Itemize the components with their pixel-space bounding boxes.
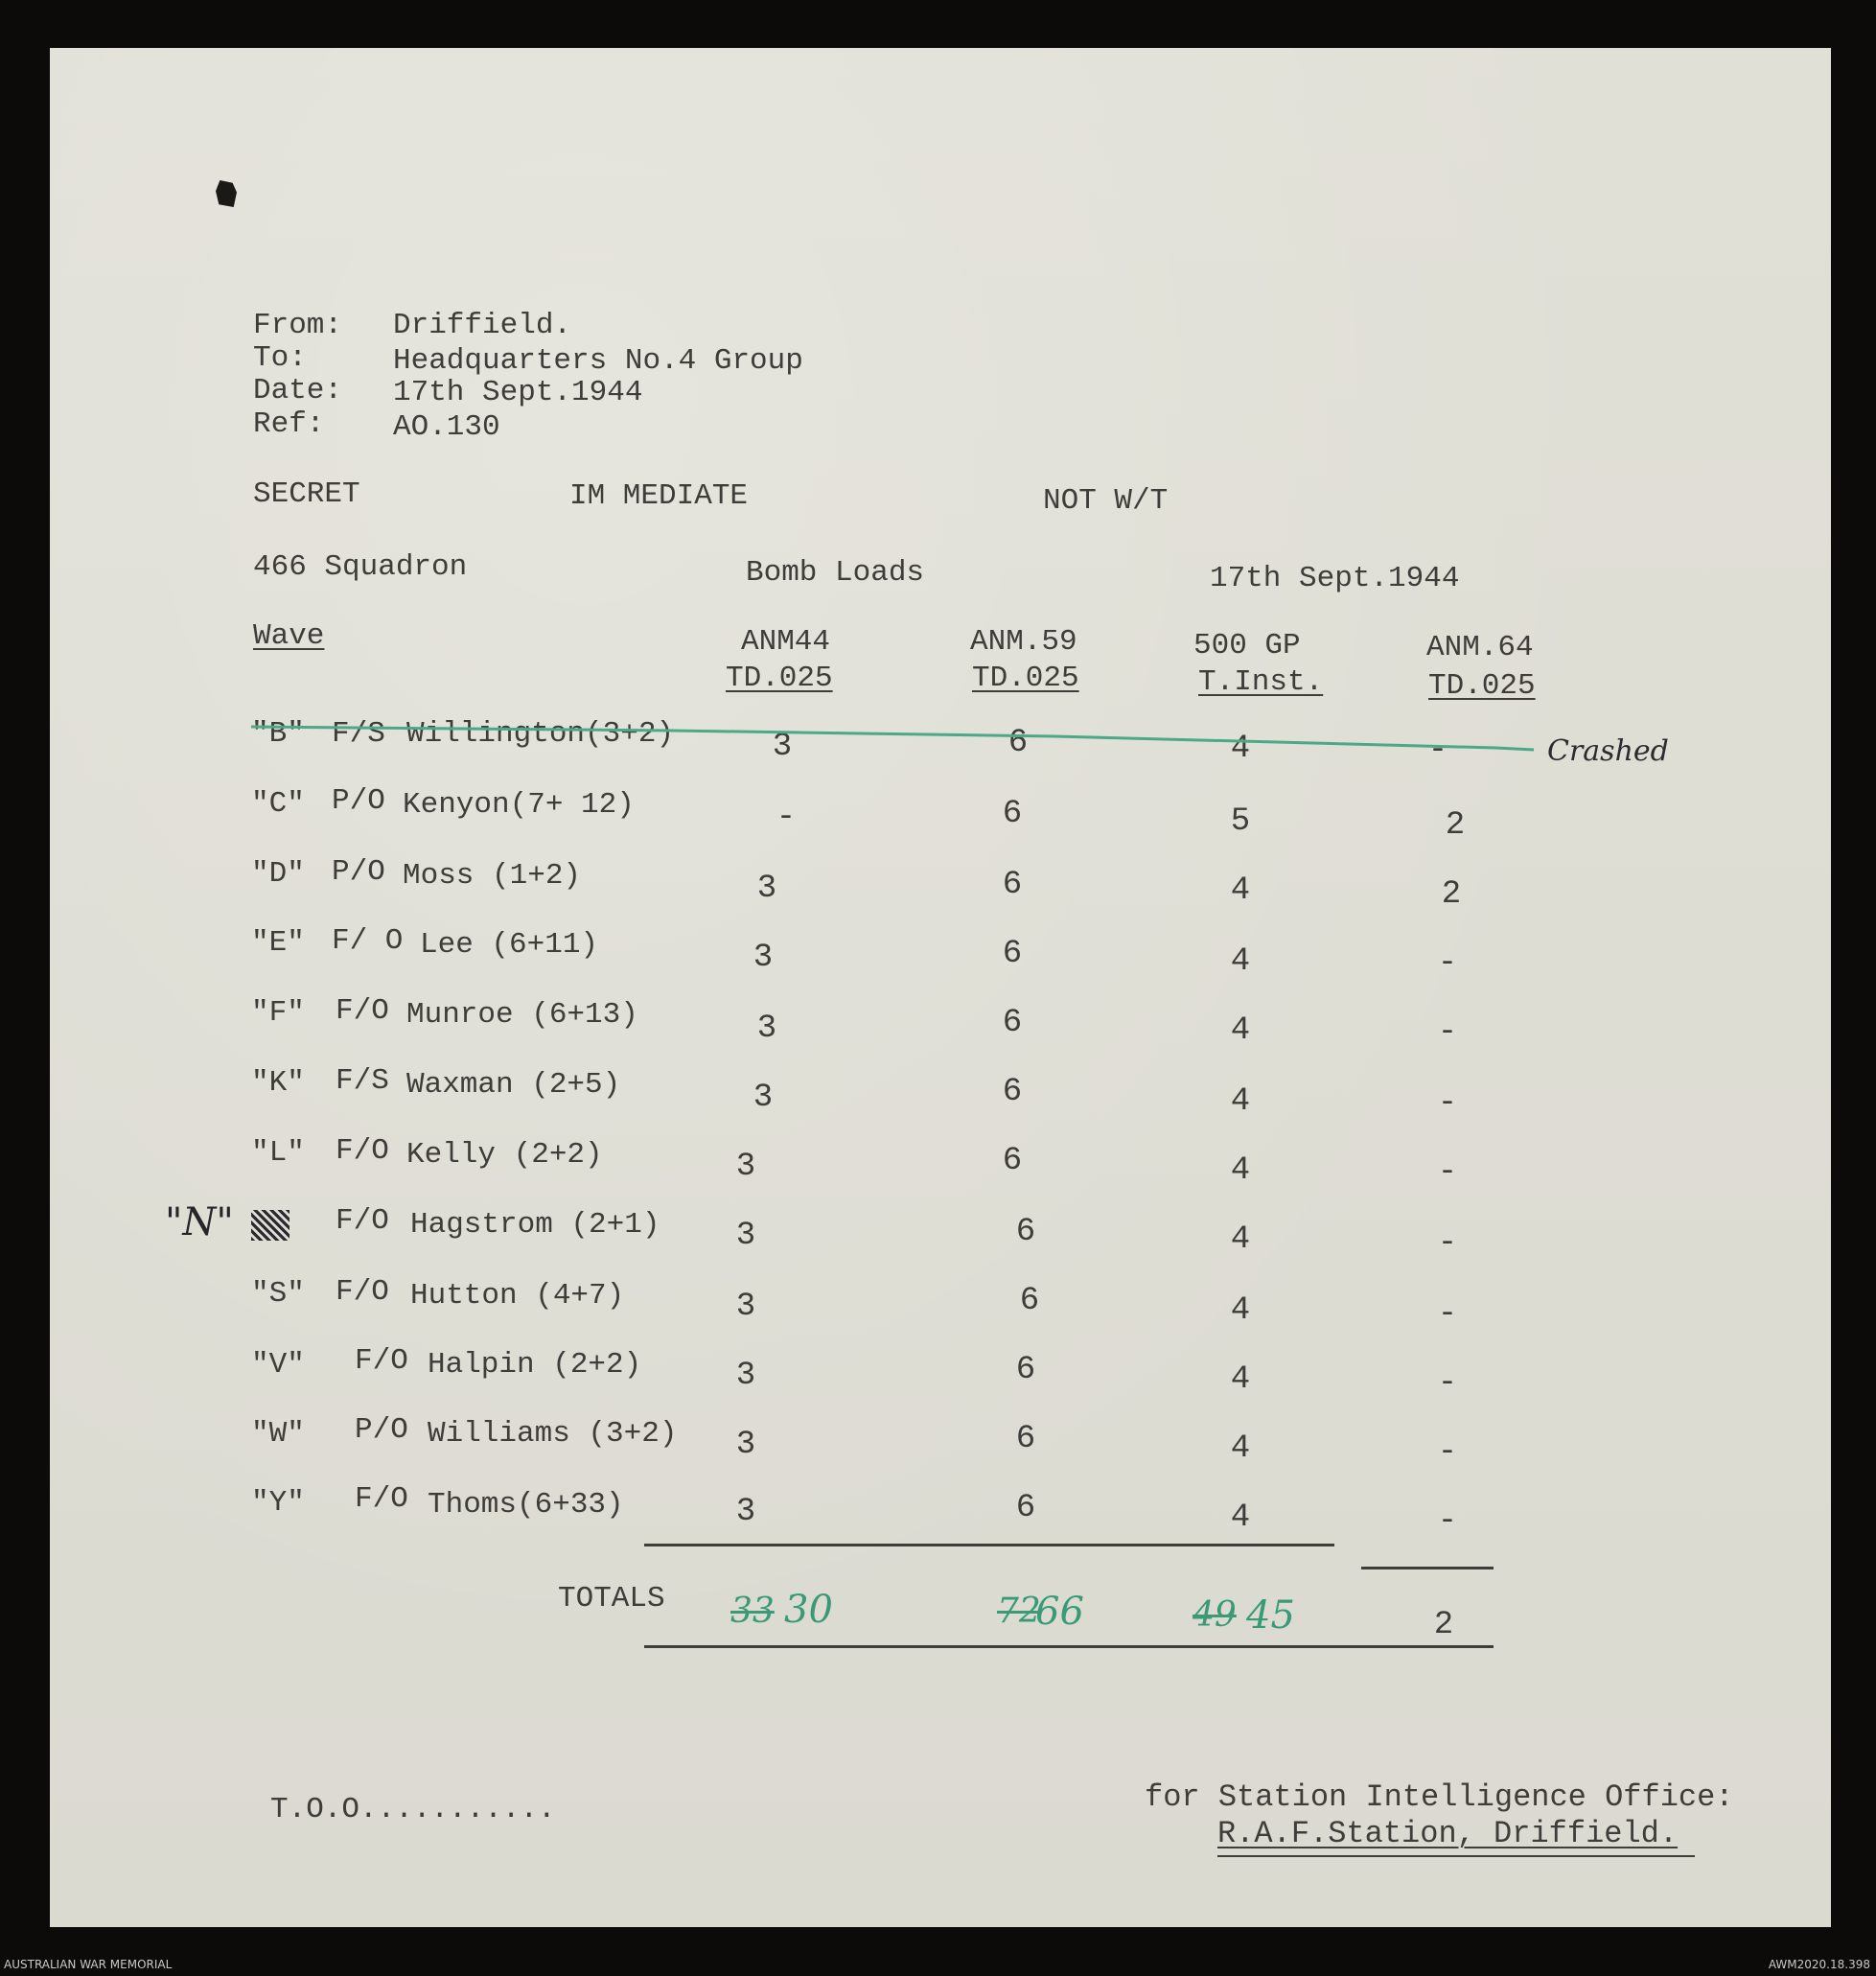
immediate-mark: IM MEDIATE bbox=[569, 479, 749, 513]
crew-name: Waxman (2+5) bbox=[406, 1068, 621, 1102]
col3-header-line2: T.Inst. bbox=[1198, 665, 1324, 699]
crew-rank: F/O bbox=[336, 1134, 389, 1168]
col3-value: 4 bbox=[1230, 731, 1251, 767]
col1-value: 3 bbox=[735, 1358, 756, 1394]
col1-value: 3 bbox=[735, 1218, 756, 1254]
not-wt-mark: NOT W/T bbox=[1043, 484, 1169, 518]
time-of-origin: T.O.O........... bbox=[270, 1793, 556, 1826]
col2-total-old: 72 bbox=[997, 1592, 1041, 1631]
crew-rank: F/ O bbox=[332, 924, 404, 958]
signature-line1: for Station Intelligence Office: bbox=[1145, 1779, 1734, 1815]
crew-name: Hutton (4+7) bbox=[410, 1279, 625, 1313]
to-value: Headquarters No.4 Group bbox=[393, 344, 803, 378]
aircraft-letter: "N" bbox=[165, 1200, 234, 1244]
stray-mark bbox=[1198, 874, 1212, 892]
totals-rule-top-col4 bbox=[1361, 1567, 1494, 1569]
aircraft-letter: "W" bbox=[251, 1417, 305, 1451]
crew-rank: F/S bbox=[336, 1064, 389, 1098]
col2-header-line1: ANM.59 bbox=[970, 625, 1077, 659]
crew-name: Moss (1+2) bbox=[403, 859, 582, 893]
col1-value: - bbox=[776, 800, 797, 836]
col2-value: 6 bbox=[1015, 1421, 1036, 1457]
crew-name: Williams (3+2) bbox=[428, 1417, 678, 1451]
col3-total-old: 49 bbox=[1193, 1595, 1237, 1635]
col4-value: - bbox=[1437, 1225, 1458, 1262]
crew-name: Munroe (6+13) bbox=[406, 998, 638, 1032]
crew-name: Thoms(6+33) bbox=[428, 1488, 624, 1522]
col2-value: 6 bbox=[1002, 1005, 1023, 1041]
col1-value: 3 bbox=[756, 1011, 777, 1047]
col4-value: - bbox=[1437, 945, 1458, 982]
col4-value: - bbox=[1437, 1296, 1458, 1333]
col1-value: 3 bbox=[735, 1149, 756, 1185]
crew-rank: F/O bbox=[336, 994, 389, 1028]
col4-value: - bbox=[1437, 1365, 1458, 1402]
aircraft-letter: "E" bbox=[251, 926, 305, 960]
report-date: 17th Sept.1944 bbox=[1210, 562, 1460, 595]
col2-value: 6 bbox=[1015, 1214, 1036, 1250]
col1-value: 3 bbox=[753, 940, 774, 976]
col3-value: 4 bbox=[1230, 1430, 1251, 1467]
col1-value: 3 bbox=[735, 1427, 756, 1463]
crew-rank: F/O bbox=[336, 1275, 389, 1309]
aircraft-letter: "K" bbox=[251, 1066, 305, 1100]
col4-value: - bbox=[1427, 732, 1448, 769]
col1-value: 3 bbox=[772, 729, 793, 765]
ref-value: AO.130 bbox=[393, 410, 500, 444]
col1-total-old: 33 bbox=[730, 1592, 775, 1631]
aircraft-letter: "F" bbox=[251, 996, 305, 1030]
aircraft-letter: "B" bbox=[251, 717, 305, 751]
date-label: Date: bbox=[253, 374, 343, 407]
col3-value: 5 bbox=[1230, 803, 1251, 840]
signature-line2: R.A.F.Station, Driffield. bbox=[1217, 1816, 1679, 1851]
aircraft-letter: "S" bbox=[251, 1277, 305, 1311]
col2-value: 6 bbox=[1002, 867, 1023, 903]
aircraft-letter: "L" bbox=[251, 1136, 305, 1170]
archive-label-right: AWM2020.18.398 bbox=[1768, 1958, 1870, 1971]
col3-header-line1: 500 GP bbox=[1193, 629, 1301, 663]
col1-value: 3 bbox=[753, 1080, 774, 1116]
totals-rule-bottom bbox=[644, 1645, 1494, 1648]
col3-value: 4 bbox=[1230, 1499, 1251, 1536]
col3-value: 4 bbox=[1230, 872, 1251, 909]
col3-value: 4 bbox=[1230, 943, 1251, 980]
crew-rank: F/O bbox=[355, 1344, 408, 1378]
crew-name: Kelly (2+2) bbox=[406, 1138, 603, 1172]
crashed-strike-line bbox=[251, 727, 1534, 750]
crew-rank: F/O bbox=[355, 1482, 408, 1516]
col1-value: 3 bbox=[756, 871, 777, 907]
crew-name: Hagstrom (2+1) bbox=[410, 1208, 660, 1242]
col3-value: 4 bbox=[1230, 1221, 1251, 1258]
col3-total-new: 45 bbox=[1246, 1593, 1295, 1638]
col2-value: 6 bbox=[1019, 1283, 1040, 1319]
col3-value: 4 bbox=[1230, 1292, 1251, 1329]
crew-name: Willington(3+2) bbox=[406, 717, 675, 751]
col3-value: 4 bbox=[1230, 1012, 1251, 1049]
col4-value: - bbox=[1437, 1085, 1458, 1122]
crew-rank: F/S bbox=[332, 717, 385, 751]
col2-value: 6 bbox=[1002, 1143, 1023, 1179]
crew-rank: P/O bbox=[355, 1413, 408, 1447]
col2-header-line2: TD.025 bbox=[972, 662, 1079, 695]
col2-value: 6 bbox=[1002, 796, 1023, 832]
col4-header-line2: TD.025 bbox=[1428, 669, 1536, 703]
ref-label: Ref: bbox=[253, 407, 325, 441]
totals-rule-top bbox=[644, 1544, 1334, 1546]
crew-rank: P/O bbox=[332, 784, 385, 818]
crew-name: Halpin (2+2) bbox=[428, 1348, 642, 1382]
col4-value: - bbox=[1437, 1503, 1458, 1540]
col3-value: 4 bbox=[1230, 1152, 1251, 1189]
col1-header-line2: TD.025 bbox=[726, 662, 833, 695]
col4-value: 2 bbox=[1441, 876, 1462, 913]
col2-total-new: 66 bbox=[1035, 1590, 1084, 1634]
subject-label: Bomb Loads bbox=[746, 556, 925, 590]
to-label: To: bbox=[253, 341, 307, 375]
col1-value: 3 bbox=[735, 1494, 756, 1530]
crew-name: Lee (6+11) bbox=[420, 928, 599, 962]
crashed-note: Crashed bbox=[1547, 734, 1669, 768]
aircraft-letter: "D" bbox=[251, 857, 305, 891]
from-label: From: bbox=[253, 309, 343, 342]
col3-value: 4 bbox=[1230, 1361, 1251, 1398]
col2-value: 6 bbox=[1015, 1352, 1036, 1388]
col1-value: 3 bbox=[735, 1289, 756, 1325]
col4-value: - bbox=[1437, 1014, 1458, 1051]
aircraft-letter: "V" bbox=[251, 1348, 305, 1382]
crew-rank: F/O bbox=[336, 1204, 389, 1238]
col2-value: 6 bbox=[1002, 936, 1023, 972]
crew-name: Kenyon(7+ 12) bbox=[403, 788, 635, 822]
col1-header-line1: ANM44 bbox=[741, 625, 831, 659]
totals-label: TOTALS bbox=[558, 1582, 665, 1616]
col2-value: 6 bbox=[1002, 1074, 1023, 1110]
scribble-mark bbox=[251, 1210, 290, 1241]
col4-value: - bbox=[1437, 1434, 1458, 1471]
aircraft-letter: "C" bbox=[251, 787, 305, 821]
col2-value: 6 bbox=[1007, 725, 1029, 761]
col3-value: 4 bbox=[1230, 1083, 1251, 1120]
secret-mark: SECRET bbox=[253, 477, 360, 511]
aircraft-letter: "Y" bbox=[251, 1486, 305, 1520]
wave-header: Wave bbox=[253, 619, 325, 653]
crew-rank: P/O bbox=[332, 855, 385, 889]
squadron-label: 466 Squadron bbox=[253, 550, 468, 584]
col1-total-new: 30 bbox=[784, 1588, 833, 1632]
archive-label-left: AUSTRALIAN WAR MEMORIAL bbox=[4, 1958, 173, 1971]
from-value: Driffield. bbox=[393, 309, 572, 342]
col4-value: 2 bbox=[1445, 807, 1466, 844]
col4-value: - bbox=[1437, 1154, 1458, 1191]
date-value: 17th Sept.1944 bbox=[393, 376, 643, 409]
col4-header-line1: ANM.64 bbox=[1426, 631, 1534, 664]
col2-value: 6 bbox=[1015, 1490, 1036, 1526]
signature-underline bbox=[1217, 1855, 1695, 1857]
col4-total: 2 bbox=[1433, 1607, 1454, 1643]
